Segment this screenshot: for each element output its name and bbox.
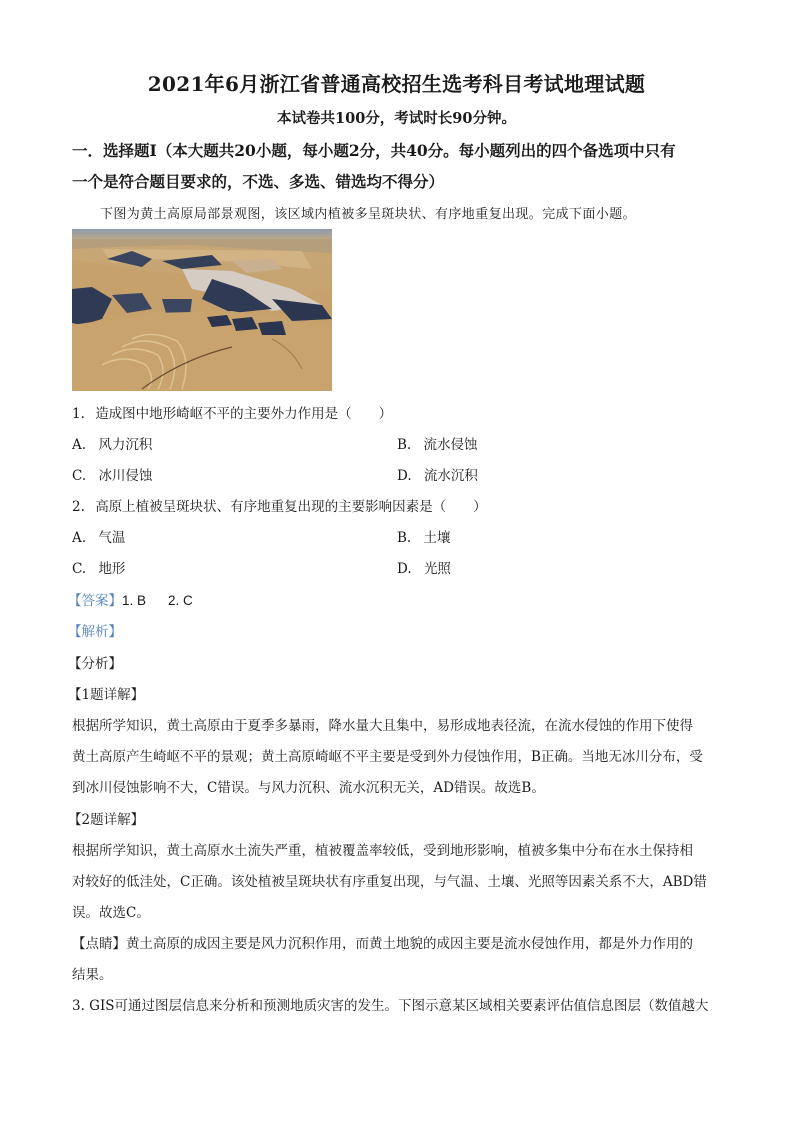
option-label: A. — [72, 437, 87, 453]
answer-line — [68, 589, 193, 609]
option-label: B. — [397, 437, 412, 453]
option-text: 流水侵蚀 — [423, 437, 478, 453]
question-2 — [72, 495, 487, 515]
page-title: 2021年6月浙江省普通高校招生选考科目考试地理试题 — [147, 72, 646, 96]
detail-1-line-3: 到冰川侵蚀影响不大，C错误。与风力沉积、流水沉积无关，AD错误。故选B。 — [72, 780, 545, 796]
q2-option-a[interactable] — [72, 526, 125, 546]
option-label: B. — [397, 530, 412, 546]
answer-2: 2. C — [168, 593, 193, 608]
question-number: 2. — [72, 499, 85, 515]
detail-1-label: 【1题详解】 — [68, 687, 145, 703]
option-label: C. — [72, 561, 87, 577]
question-stem: 造成图中地形崎岖不平的主要外力作用是（ ） — [95, 406, 393, 422]
option-text: 风力沉积 — [98, 437, 153, 453]
dianjing-line-1 — [72, 932, 693, 952]
dianjing-line-2: 结果。 — [72, 967, 113, 983]
question-1 — [72, 402, 392, 422]
detail-1-line-2: 黄土高原产生崎岖不平的景观；黄土高原崎岖不平主要是受到外力侵蚀作用，B正确。当地无冰川分布，受 — [72, 749, 703, 765]
section-heading-line1: 一．选择题Ⅰ（本大题共20小题，每小题2分，共40分。每小题列出的四个备选项中只有 — [72, 141, 676, 160]
q1-option-d[interactable] — [397, 464, 478, 484]
analysis-label: 【解析】 — [68, 624, 122, 640]
dianjing-text: 黄土高原的成因主要是风力沉积作用，而黄土地貌的成因主要是流水侵蚀作用，都是外力作用的 — [126, 936, 693, 952]
option-text: 地形 — [98, 561, 126, 577]
question-stem: 高原上植被呈斑块状、有序地重复出现的主要影响因素是（ ） — [95, 499, 487, 515]
fenxi-label: 【分析】 — [68, 656, 122, 672]
question-intro: 下图为黄土高原局部景观图，该区域内植被多呈斑块状、有序地重复出现。完成下面小题。 — [100, 207, 637, 222]
question-3-stem: 3. GIS可通过图层信息来分析和预测地质灾害的发生。下图示意某区域相关要素评估值信息图层（数值越大 — [72, 998, 709, 1014]
question-number: 1. — [72, 406, 85, 422]
q2-option-d[interactable] — [397, 557, 451, 577]
option-label: D. — [397, 561, 412, 577]
page-subtitle: 本试卷共100分，考试时长90分钟。 — [277, 110, 516, 127]
detail-2-line-2: 对较好的低洼处，C正确。该处植被呈斑块状有序重复出现，与气温、土壤、光照等因素关系不大，ABD错 — [72, 874, 707, 890]
landscape-photo-icon — [72, 229, 332, 391]
option-text: 光照 — [423, 561, 451, 577]
q1-option-c[interactable] — [72, 464, 152, 484]
loess-plateau-photo — [72, 229, 332, 391]
option-label: C. — [72, 468, 87, 484]
q2-option-c[interactable] — [72, 557, 125, 577]
q1-option-a[interactable] — [72, 433, 152, 453]
detail-2-label: 【2题详解】 — [68, 812, 145, 828]
option-label: A. — [72, 530, 87, 546]
q2-option-b[interactable] — [397, 526, 451, 546]
section-heading-line2: 一个是符合题目要求的，不选、多选、错选均不得分） — [72, 172, 445, 191]
option-text: 土壤 — [423, 530, 451, 546]
q1-option-b[interactable] — [397, 433, 478, 453]
dianjing-label: 【点睛】 — [72, 936, 126, 952]
answer-label: 【答案】 — [68, 593, 122, 609]
detail-1-line-1: 根据所学知识，黄土高原由于夏季多暴雨，降水量大且集中，易形成地表径流，在流水侵蚀的作用下使得 — [72, 718, 693, 734]
detail-2-line-1: 根据所学知识，黄土高原水土流失严重，植被覆盖率较低，受到地形影响，植被多集中分布在水土保持相 — [72, 843, 693, 859]
answer-1: 1. B — [122, 593, 147, 608]
option-text: 气温 — [98, 530, 126, 546]
option-text: 冰川侵蚀 — [98, 468, 153, 484]
option-label: D. — [397, 468, 412, 484]
detail-2-line-3: 误。故选C。 — [72, 905, 150, 921]
option-text: 流水沉积 — [423, 468, 478, 484]
